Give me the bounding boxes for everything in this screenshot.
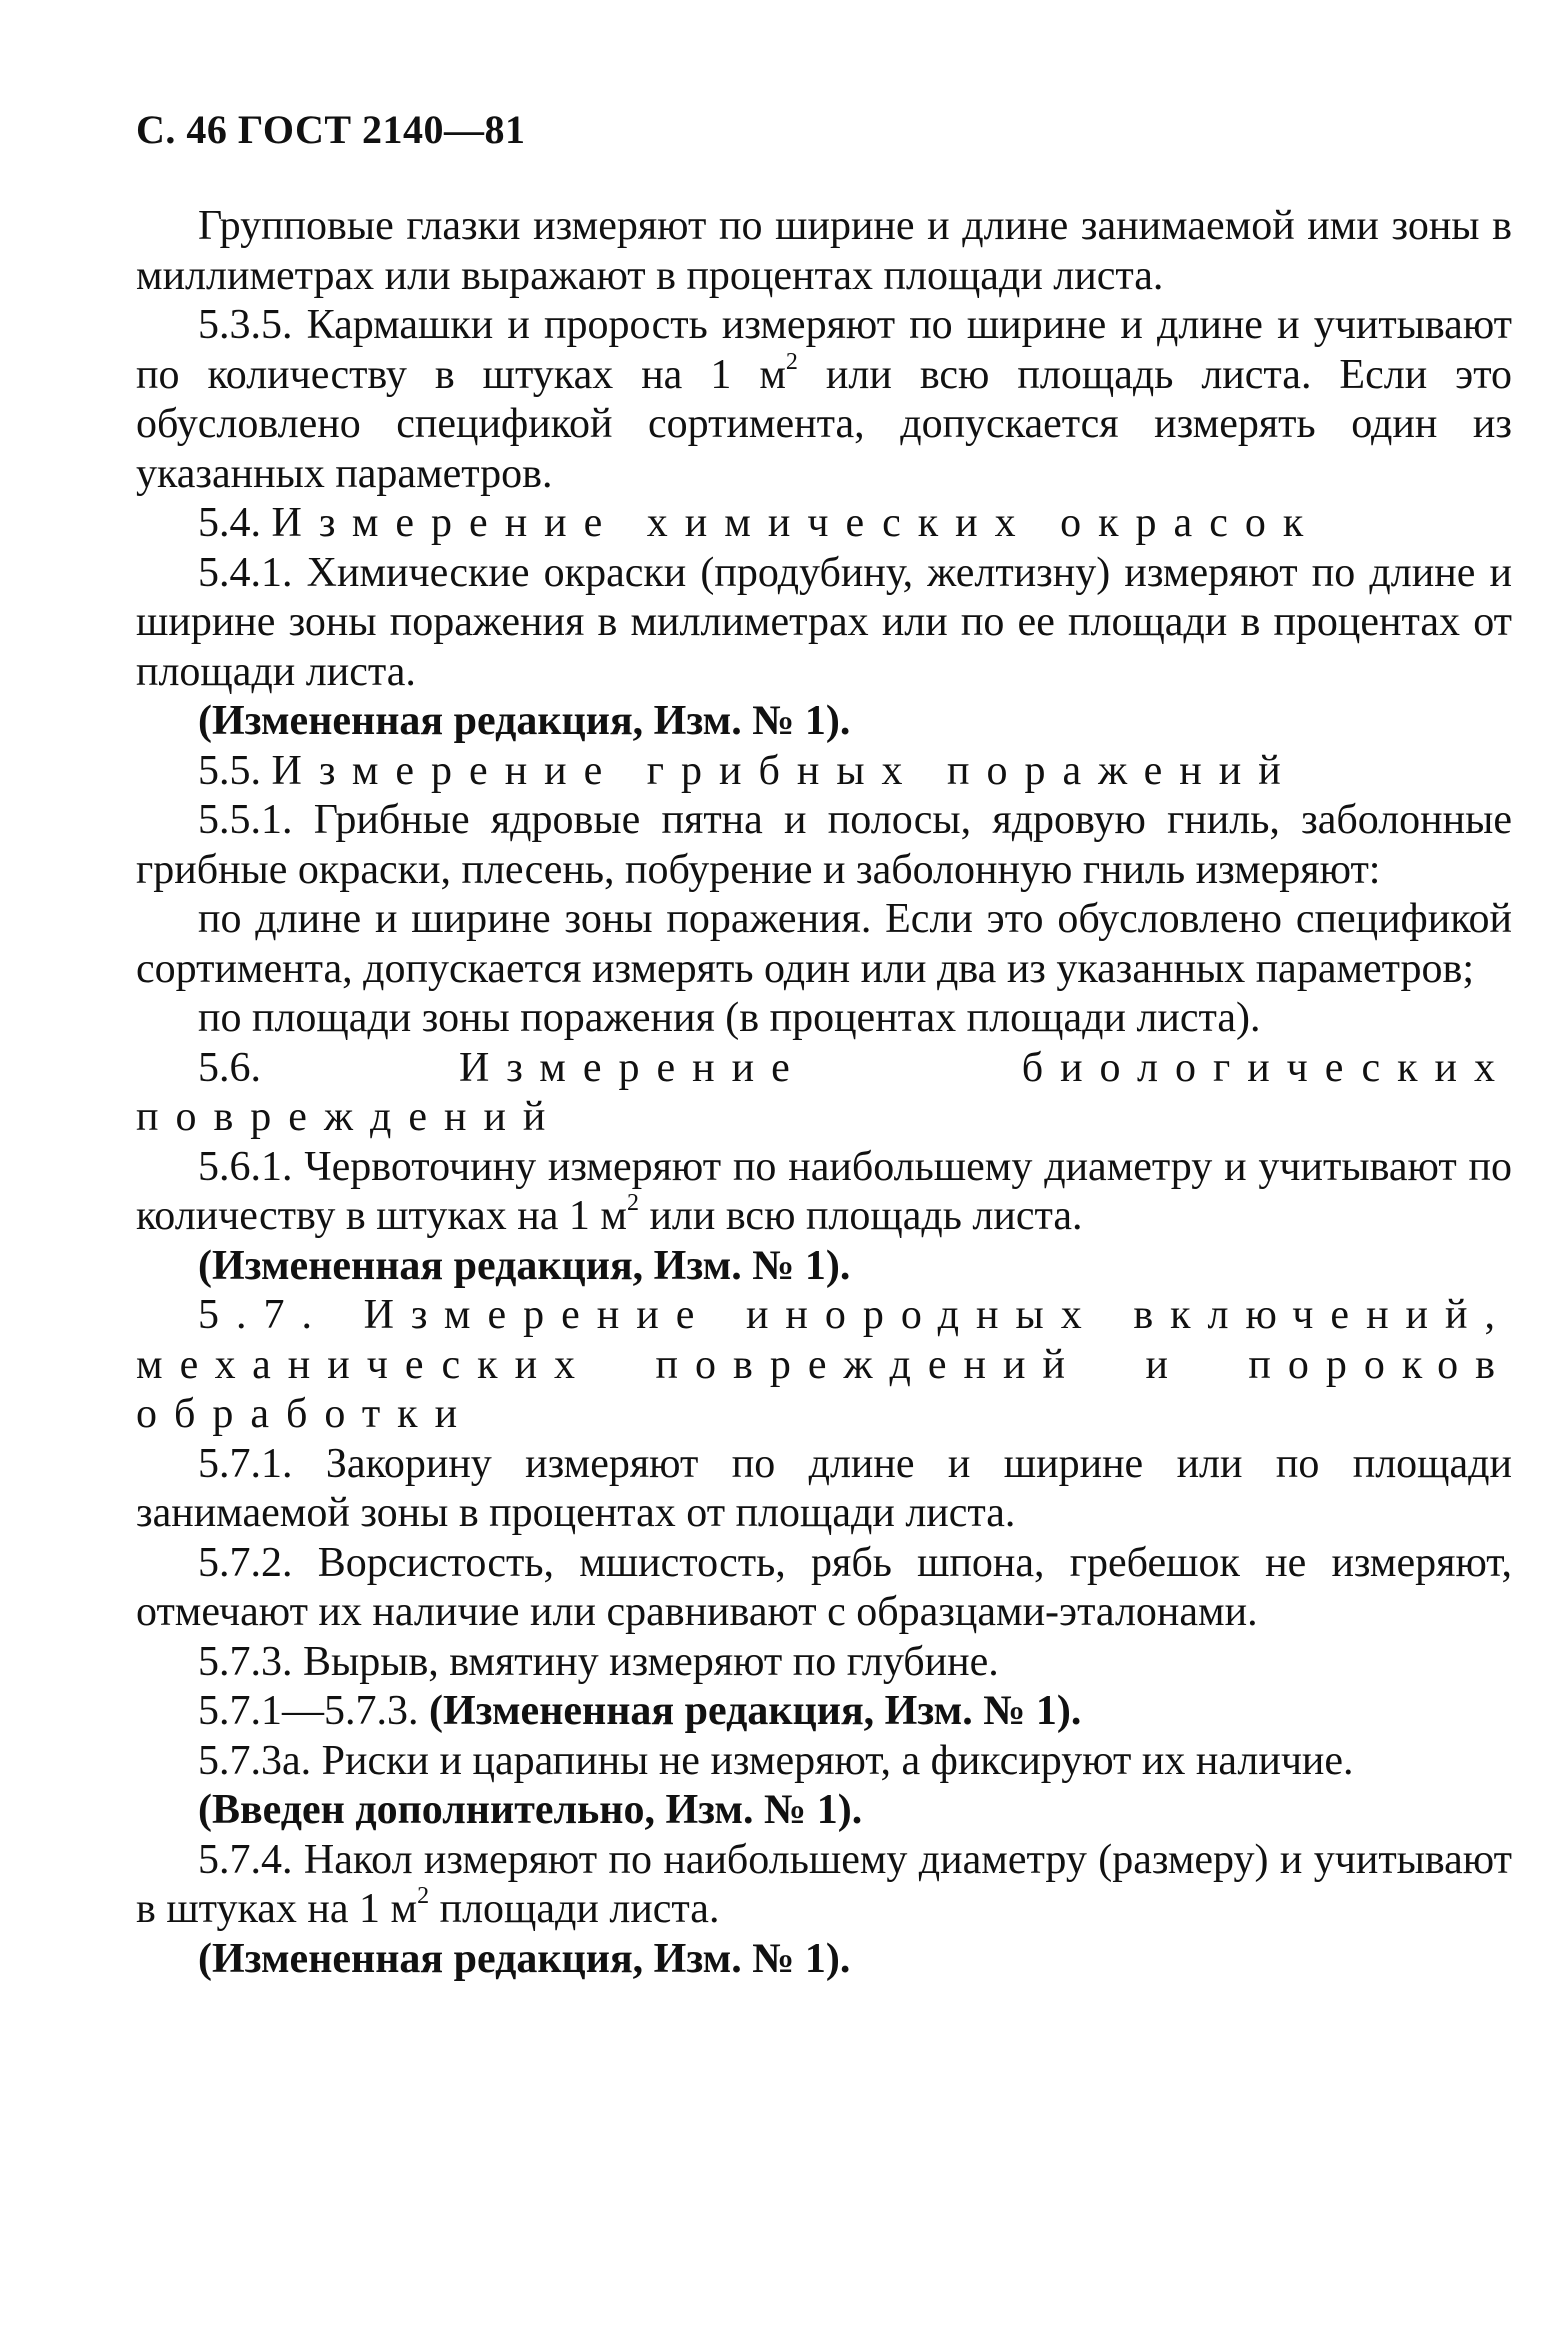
superscript: 2	[417, 1883, 430, 1909]
paragraph-area: по площади зоны поражения (в процентах площади листа).	[198, 995, 1261, 1041]
paragraph-5-7-4	[136, 1836, 1512, 1935]
paragraph-text: 5.3.5. Кармашки и прорость измеряют по ширине и длине и учитывают по количеству в штуках на 1 м	[136, 302, 1512, 398]
amendment-note	[136, 1935, 1512, 1985]
document-body	[136, 202, 1512, 1984]
paragraph-text: 5.7.4. Накол измеряют по наибольшему диаметру (размеру) и учитывают в штуках на 1 м	[136, 1836, 1512, 1932]
paragraph-5-7-2: 5.7.2. Ворсистость, мшистость, рябь шпона, гребешок не измеряют, отмечают их наличие или сравнивают с образцами-эталонами.	[136, 1539, 1512, 1635]
section-title: Измерение грибных поражений	[271, 747, 1298, 794]
introduced-text: (Введен дополнительно, Изм. № 1).	[198, 1787, 863, 1833]
amendment-text: (Измененная редакция, Изм. № 1).	[198, 698, 851, 744]
paragraph-range: 5.7.1—5.7.3.	[198, 1688, 429, 1734]
paragraph-5-4-1: 5.4.1. Химические окраски (продубину, желтизну) измеряют по длине и ширине зоны поражения в миллиметрах или по ее площади в процентах от площади листа.	[136, 549, 1512, 695]
section-heading-5-4	[136, 499, 1512, 549]
paragraph-text: 5.6.1. Червоточину измеряют по наибольшему диаметру и учитывают по количеству в штуках на 1 м	[136, 1143, 1512, 1239]
paragraph-5-5-1: 5.5.1. Грибные ядровые пятна и полосы, ядровую гниль, заболонные грибные окраски, плесень, побурение и заболонную гниль измеряют:	[136, 797, 1512, 893]
paragraph-5-7-3: 5.7.3. Вырыв, вмятину измеряют по глубине.	[198, 1638, 999, 1685]
superscript: 2	[626, 1190, 639, 1216]
paragraph-5-7-1: 5.7.1. Закорину измеряют по длине и ширине или по площади занимаемой зоны в процентах от площади листа.	[136, 1440, 1512, 1536]
amendment-note	[136, 697, 1512, 747]
amendment-text: (Измененная редакция, Изм. № 1).	[198, 1242, 851, 1289]
paragraph-5-6-1	[136, 1143, 1512, 1242]
paragraph-5-7-3a: 5.7.3а. Риски и царапины не измеряют, а фиксируют их наличие.	[198, 1737, 1354, 1784]
superscript: 2	[785, 348, 798, 375]
section-title: Измерение химических окрасок	[271, 500, 1321, 546]
amendment-text: (Измененная редакция, Изм. № 1).	[429, 1688, 1082, 1734]
amendment-text: (Измененная редакция, Изм. № 1).	[198, 1935, 851, 1982]
section-number: 5.7.	[198, 1292, 364, 1338]
section-number: 5.6.	[198, 1044, 459, 1091]
section-title: Измерение биологических повреждений	[136, 1044, 1513, 1140]
section-title: Измерение инородных включений, механических повреждений и пороков обработки	[136, 1292, 1512, 1437]
paragraph-text: площади листа.	[429, 1886, 720, 1932]
section-number: 5.5.	[198, 747, 272, 794]
section-heading-5-7	[136, 1291, 1512, 1440]
section-heading-5-6	[136, 1044, 1512, 1143]
section-number: 5.4.	[198, 500, 272, 546]
amendment-range-note	[136, 1687, 1512, 1737]
paragraph-length-width: по длине и ширине зоны поражения. Если это обусловлено спецификой сортимента, допускается измерять один или два из указанных параметров;	[136, 896, 1512, 992]
section-heading-5-5	[136, 747, 1512, 797]
introduced-note	[136, 1786, 1512, 1836]
amendment-note	[136, 1242, 1512, 1292]
paragraph-group-eyes: Групповые глазки измеряют по ширине и длине занимаемой ими зоны в миллиметрах или выражают в процентах площади листа.	[136, 203, 1512, 299]
page-header: С. 46 ГОСТ 2140—81	[136, 107, 526, 152]
paragraph-text: или всю площадь листа. Если это обусловлено спецификой сортимента, допускается измерять один из указанных параметров.	[136, 351, 1512, 497]
paragraph-text: или всю площадь листа.	[638, 1193, 1083, 1239]
paragraph-5-3-5	[136, 301, 1512, 499]
